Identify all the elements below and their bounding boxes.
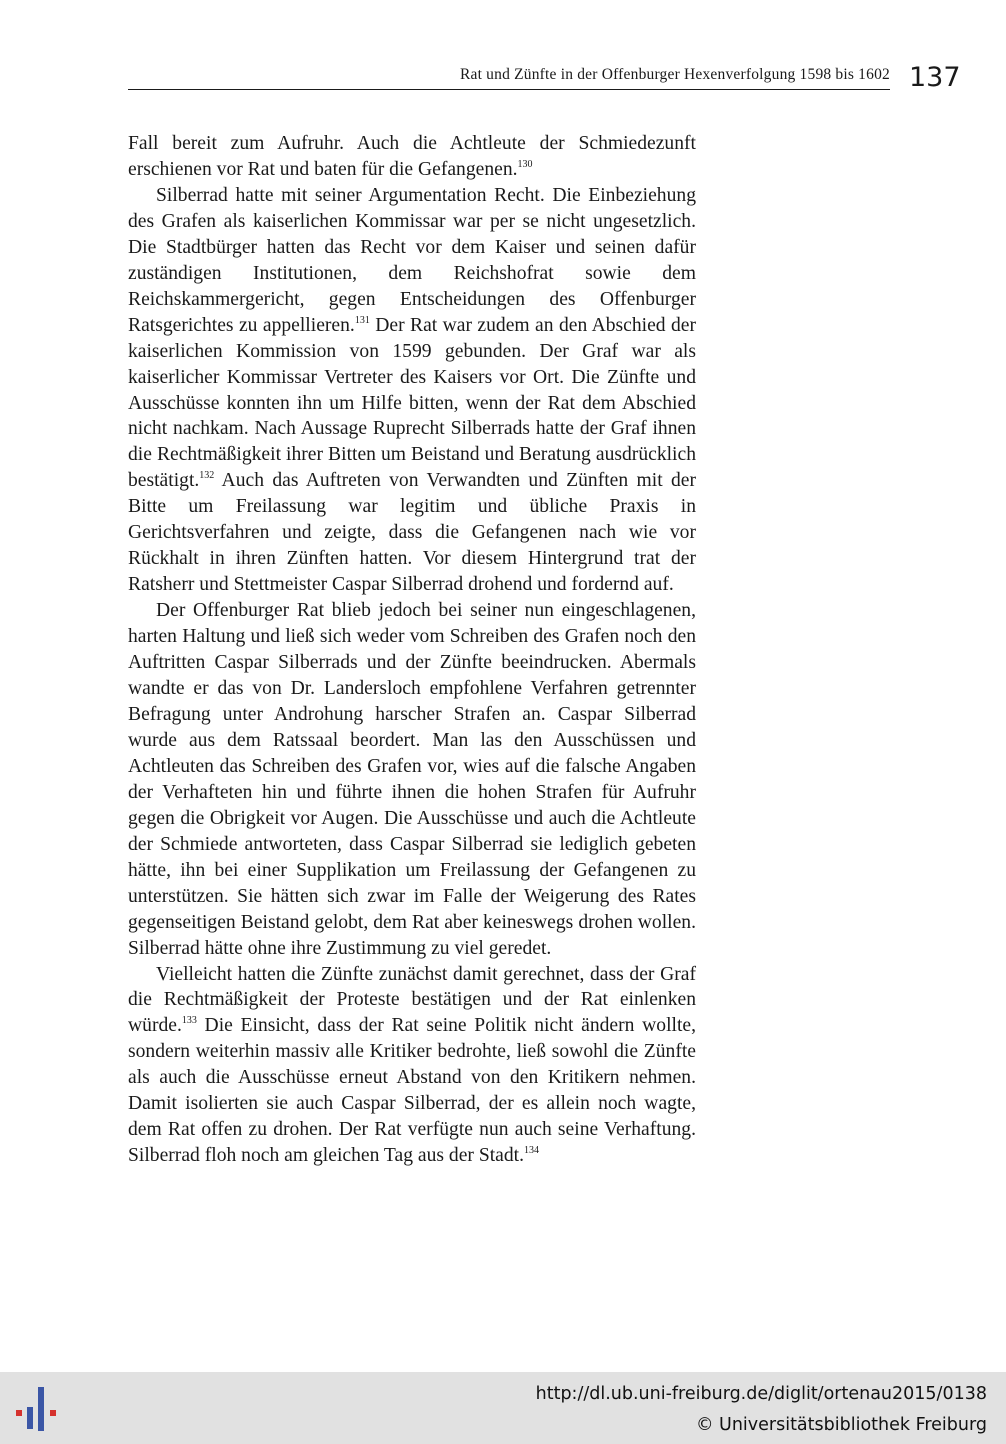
paragraph: [128, 183, 696, 598]
running-header: [128, 62, 890, 90]
paragraph-text: Silberrad hatte mit seiner Argumentation Recht. Die Einbeziehung des Grafen als kaiserlichen Kommissar war per se nicht ungesetzlich. Die Stadtbürger hatten das Recht vor dem Kaiser und seinen dafür zuständigen Institutionen, dem Reichshofrat sowie dem Reichskammergericht, gegen Entscheidungen des Offenburger Ratsgerichtes zu appellieren.: [128, 184, 696, 336]
paragraph: [128, 131, 696, 183]
paragraph-text: Fall bereit zum Aufruhr. Auch die Achtleute der Schmiedezunft erschienen vor Rat und baten für die Gefangenen.: [128, 133, 696, 180]
logo-blue-short: [27, 1407, 33, 1429]
paragraph: [128, 962, 696, 1170]
paragraph: [128, 598, 696, 961]
logo-red-left: [16, 1410, 22, 1416]
paragraph-text: Der Rat war zudem an den Abschied der kaiserlichen Kommission von 1599 gebunden. Der Graf war als kaiserlicher Kommissar Vertreter des Kaisers vor Ort. Die Zünfte und Ausschüsse konnten ihn um Hilfe bitten, wenn der Rat dem Abschied nicht nachkam. Nach Aussage Ruprecht Silberrads hatte der Graf ihnen die Rechtmäßigkeit ihrer Bitten um Beistand und Beratung ausdrücklich bestätigt.: [128, 314, 697, 492]
paragraph-text: Der Offenburger Rat blieb jedoch bei seiner nun eingeschlagenen, harten Haltung und ließ sich weder vom Schreiben des Grafen noch den Auftritten Caspar Silberrads und der Zünfte beeindrucken. Abermals wandte er das von Dr. Landersloch empfohlene Verfahren getrennter Befragung unter Androhung harscher Strafen an. Caspar Silberrad wurde aus dem Ratssaal beordert. Man las den Ausschüssen und Achtleuten das Schreiben des Grafen vor, wies auf die falsche Angaben der Verhafteten hin und führte ihnen die hohen Strafen für Aufruhr gegen die Obrigkeit vor Augen. Die Ausschüsse und auch die Achtleute der Schmiede antworteten, dass Caspar Silberrad sie lediglich gebeten hätte, ihn bei einer Supplikation um Freilassung der Gefangenen zu unterstützen. Sie hätten sich zwar im Falle der Weigerung des Rates gegenseitigen Beistand gelobt, dem Rat aber keineswegs drohen wollen. Silberrad hätte ohne ihre Zustimmung zu viel geredet.: [128, 600, 696, 959]
footer-url-link[interactable]: http://dl.ub.uni-freiburg.de/diglit/ortenau2015/0138: [535, 1384, 987, 1404]
page-number: 137: [909, 62, 961, 93]
logo-blue-tall: [38, 1387, 44, 1431]
footnote-marker: 134: [524, 1145, 540, 1157]
footnote-marker: 132: [199, 470, 215, 482]
paragraph-text: Vielleicht hatten die Zünfte zunächst damit gerechnet, dass der Graf die Rechtmäßigkeit der Proteste bestätigen und der Rat einlenken würde.: [128, 963, 696, 1037]
body-text: [128, 131, 696, 1169]
paragraph-text: Die Einsicht, dass der Rat seine Politik nicht ändern wollte, sondern weiterhin massiv alle Kritiker bedrohte, ließ sowohl die Zünfte als auch die Ausschüsse erneut Abstand von den Kritikern nehmen. Damit isolierten sie auch Caspar Silberrad, der es allein noch wagte, dem Rat offen zu drohen. Der Rat verfügte nun auch seine Verhaftung. Silberrad floh noch am gleichen Tag aus der Stadt.: [128, 1015, 696, 1167]
footnote-marker: 130: [517, 158, 533, 170]
footer-bar: [0, 1372, 1006, 1444]
running-title: Rat und Zünfte in der Offenburger Hexenverfolgung 1598 bis 1602: [459, 66, 890, 83]
footnote-marker: 131: [354, 314, 370, 326]
ub-freiburg-logo-icon[interactable]: [12, 1383, 64, 1435]
logo-red-right: [50, 1410, 56, 1416]
footnote-marker: 133: [181, 1015, 197, 1027]
footer-copyright: © Universitätsbibliothek Freiburg: [695, 1415, 987, 1435]
paragraph-text: Auch das Auftreten von Verwandten und Zünften mit der Bitte um Freilassung war legitim und übliche Praxis in Gerichtsverfahren und zeigte, dass die Gefangenen nach wie vor Rückhalt in ihren Zünften hatten. Vor diesem Hintergrund trat der Ratsherr und Stettmeister Caspar Silberrad drohend und fordernd auf.: [128, 470, 696, 596]
